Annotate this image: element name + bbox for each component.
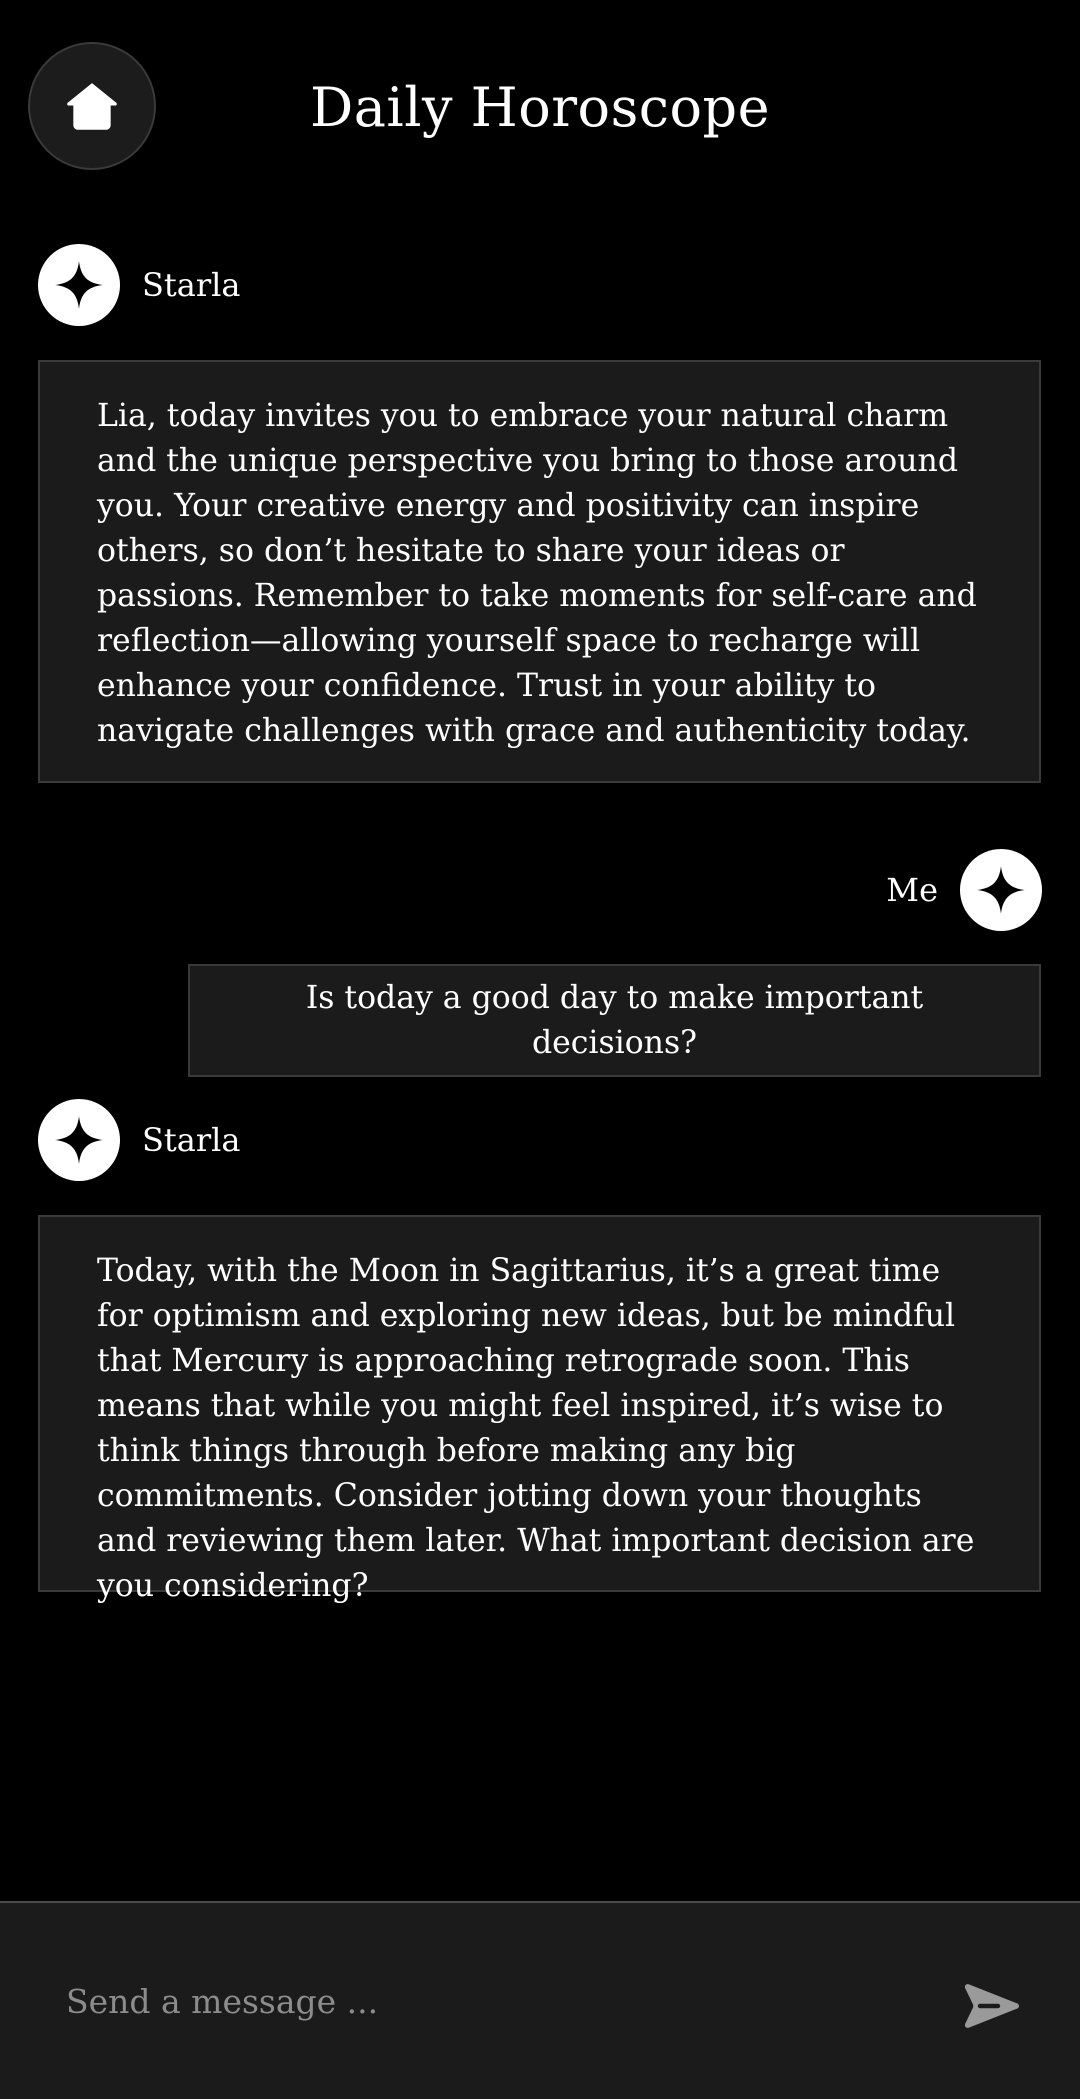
message-text: Today, with the Moon in Sagittarius, it’s a great time for optimism and exploring new ideas, but be mindful that Mercury is approaching retrograde soon. This means that while you might feel inspired, it’s wise to think things through before making any big commitments. Consider jotting down your thoughts and reviewing them later. What important decision are you considering?: [97, 1253, 975, 1604]
send-button[interactable]: [952, 1967, 1032, 2047]
starla-avatar: [38, 244, 120, 326]
sender-name: Starla: [142, 1121, 241, 1159]
sparkle-icon: [53, 259, 105, 311]
sender-row-starla: [38, 1099, 240, 1181]
sender-row-me: [886, 849, 1042, 931]
sparkle-icon: [975, 864, 1027, 916]
sender-row-starla: [38, 244, 240, 326]
assistant-message-bubble: [38, 360, 1041, 783]
message-composer: [0, 1901, 1080, 2099]
user-message-bubble: [188, 964, 1041, 1077]
message-text: Lia, today invites you to embrace your natural charm and the unique perspective you bring to those around you. Your creative energy and positivity can inspire others, so don’t hesitate to share your ideas or passions. Remember to take moments for self-care and reflection—allowing yourself space to recharge will enhance your confidence. Trust in your ability to navigate challenges with grace and authenticity today.: [97, 398, 977, 749]
message-text: Is today a good day to make important decisions?: [305, 979, 924, 1061]
app-header: [0, 0, 1080, 215]
send-icon: [964, 1982, 1020, 2032]
assistant-message-bubble: [38, 1215, 1041, 1604]
page-title: Daily Horoscope: [309, 76, 771, 139]
sender-name: Me: [886, 871, 938, 909]
sparkle-icon: [53, 1114, 105, 1166]
sender-name: Starla: [142, 266, 241, 304]
user-avatar: [960, 849, 1042, 931]
message-input[interactable]: [50, 1953, 910, 2049]
starla-avatar: [38, 1099, 120, 1181]
